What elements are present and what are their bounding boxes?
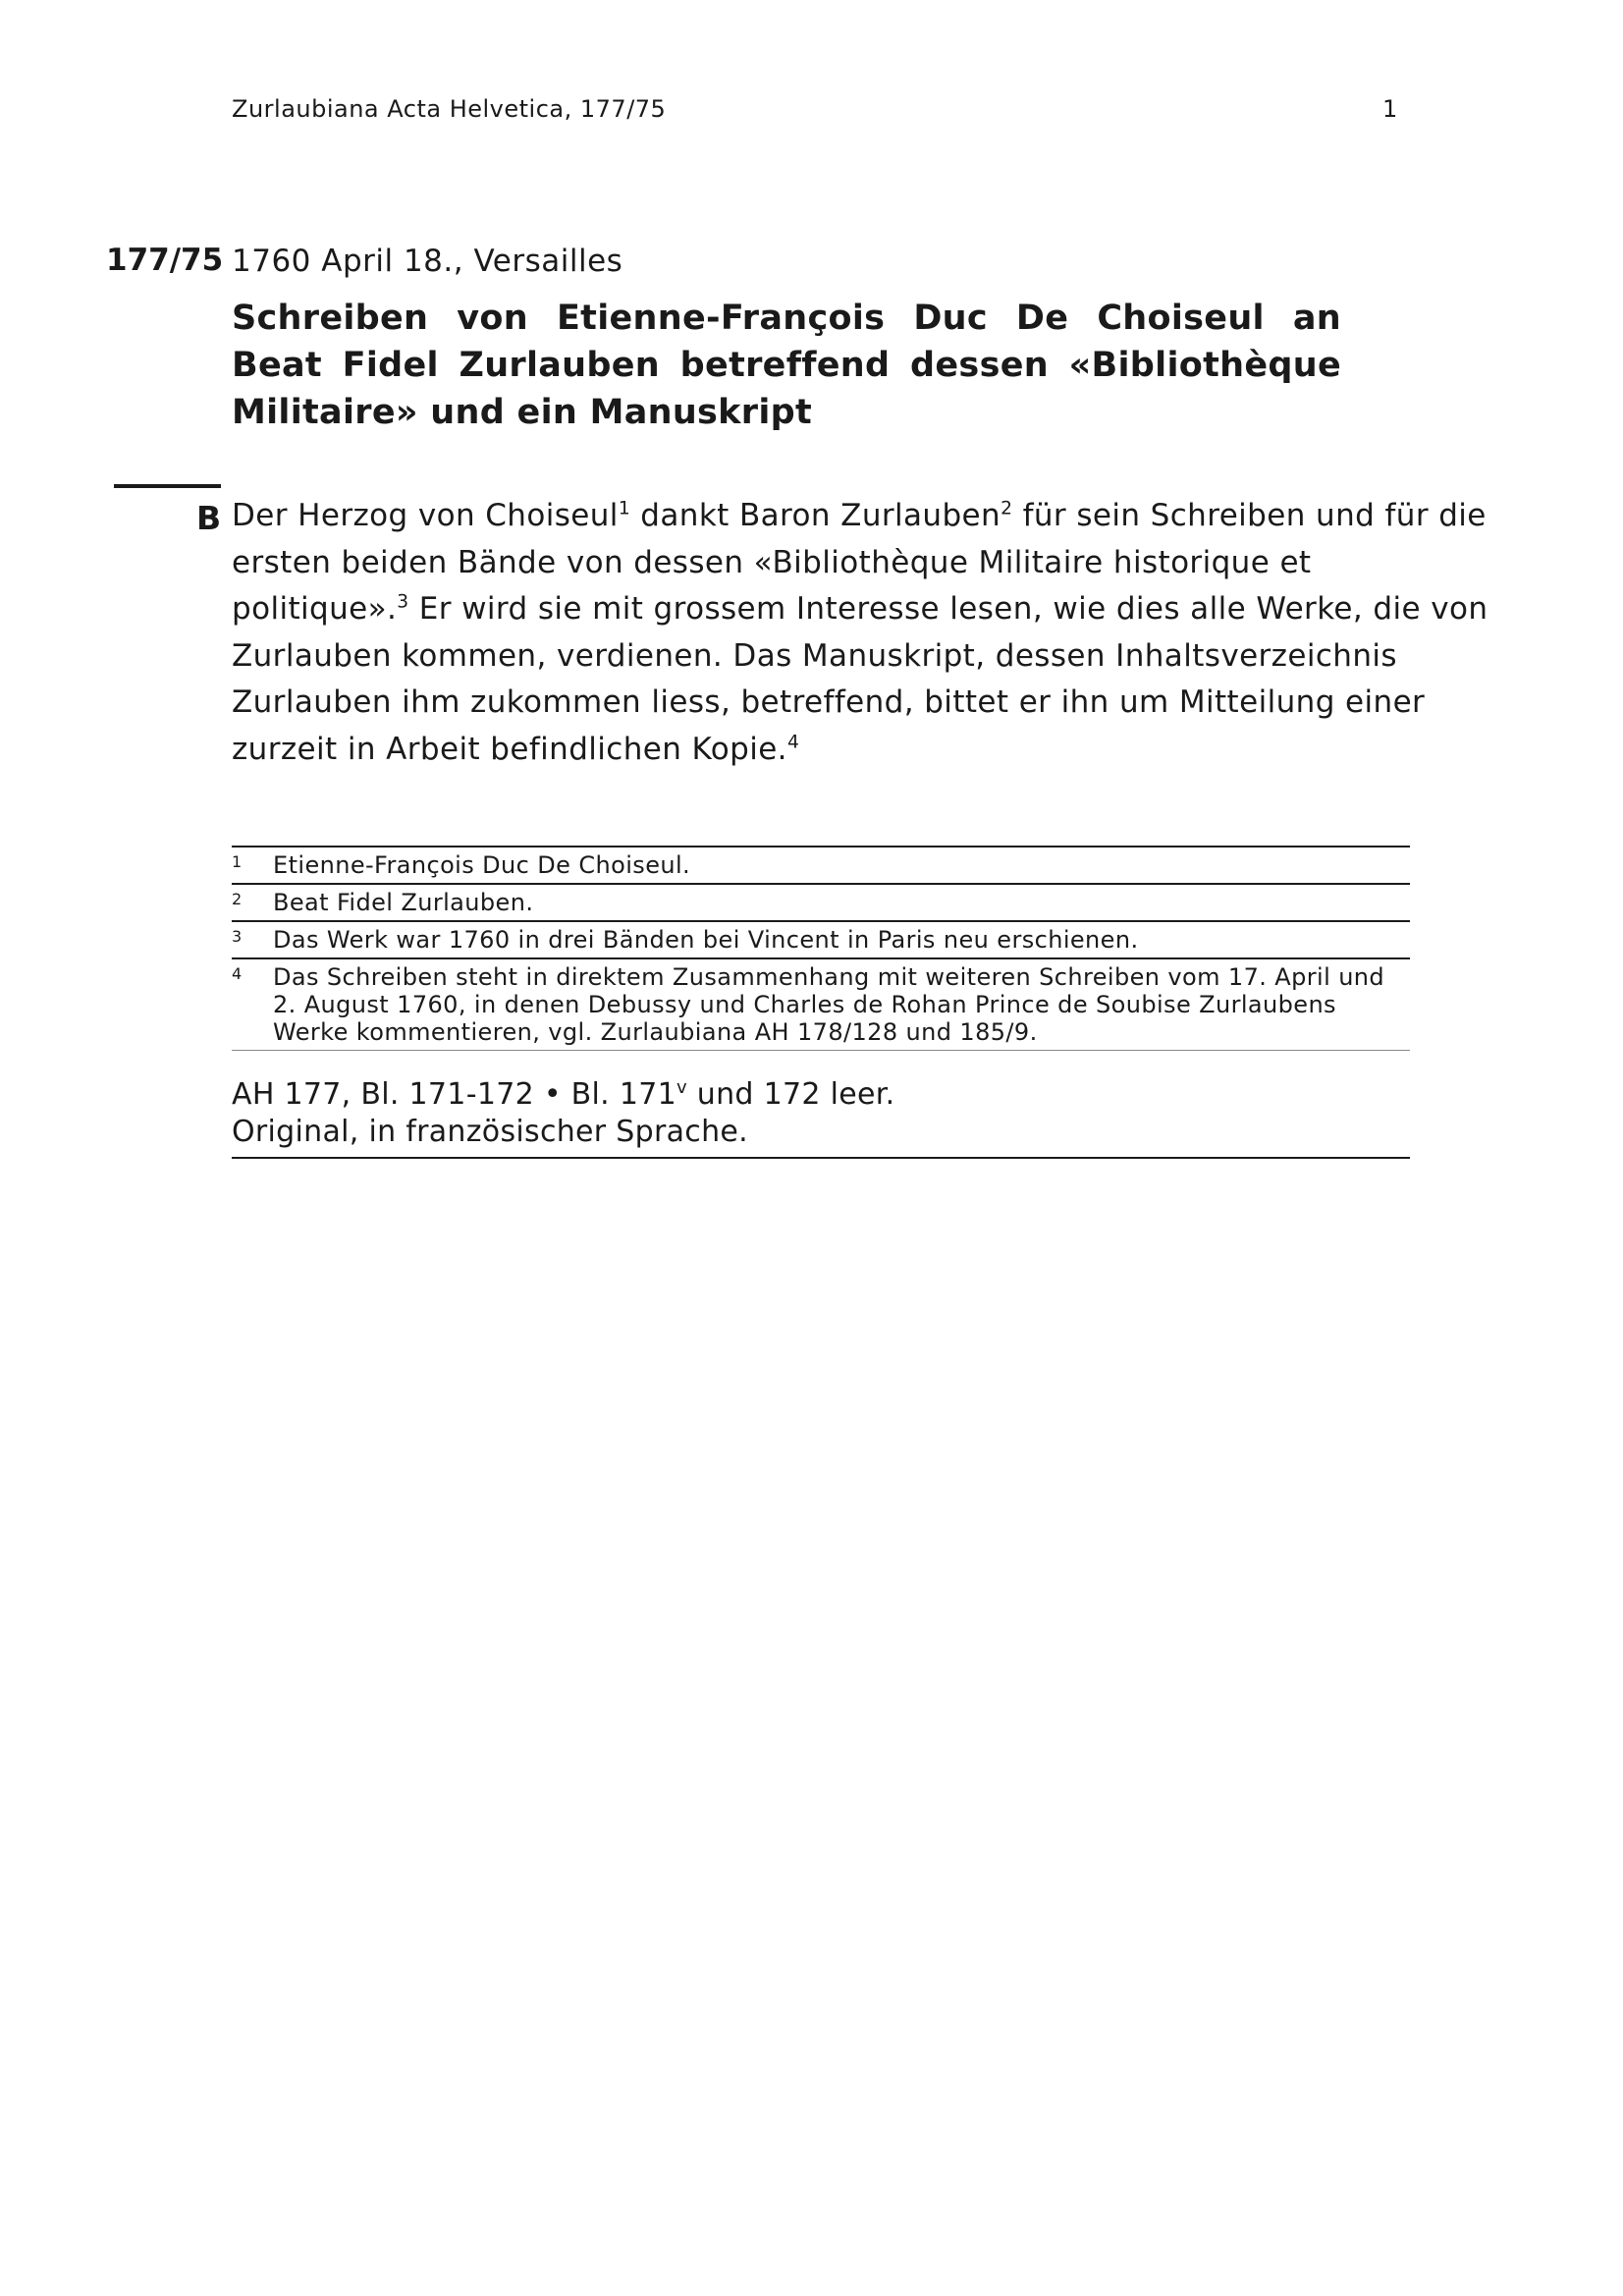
regest-line	[232, 586, 1488, 633]
footnote-reference: v	[676, 1077, 687, 1098]
regest-text	[232, 493, 1488, 773]
running-head: Zurlaubiana Acta Helvetica, 177/75	[232, 95, 667, 123]
footnote-marker: 2	[232, 890, 243, 908]
text-run: Original, in französischer Sprache.	[232, 1115, 748, 1149]
footnote-marker: 3	[232, 927, 243, 946]
document-number: 177/75	[106, 243, 224, 278]
text-run: dankt Baron Zurlauben	[630, 498, 1001, 533]
source-block	[232, 1076, 1410, 1159]
footnote-reference: 3	[397, 591, 409, 613]
footnote-reference: 1	[618, 498, 631, 519]
footnote	[232, 922, 1410, 959]
text-run: ersten beiden Bände von dessen «Bibliothèque Militaire historique et	[232, 544, 1312, 580]
source-line	[232, 1076, 1410, 1114]
footnote-reference: 4	[786, 732, 800, 753]
date-place: 1760 April 18., Versailles	[232, 244, 623, 279]
footnote-marker: 4	[232, 964, 243, 983]
text-run: politique».	[232, 591, 398, 627]
text-run: für sein Schreiben und für die	[1012, 498, 1487, 533]
footnote-reference: 2	[1001, 498, 1013, 519]
source-line	[232, 1114, 1410, 1151]
section-marker: B	[196, 499, 222, 537]
text-run: Zurlauben ihm zukommen liess, betreffend, bittet er ihn um Mitteilung einer	[232, 684, 1426, 720]
regest-line	[232, 680, 1426, 727]
document-title: Schreiben von Etienne-François Duc De Choiseul an Beat Fidel Zurlauben betreffend dessen «Bibliothèque Militaire» und ein Manuskript	[232, 299, 1341, 432]
regest-line	[232, 540, 1410, 587]
text-run: und 172 leer.	[686, 1077, 895, 1112]
text-run: Zurlauben kommen, verdienen. Das Manuskript, dessen Inhaltsverzeichnis	[232, 637, 1397, 674]
footnote-text: Beat Fidel Zurlauben.	[273, 889, 534, 916]
text-run: zurzeit in Arbeit befindlichen Kopie.	[232, 731, 787, 767]
footnote-text: Das Werk war 1760 in drei Bänden bei Vincent in Paris neu erschienen.	[273, 926, 1139, 954]
footnote	[232, 847, 1410, 885]
footnote-marker: 1	[232, 852, 243, 871]
text-run: Der Herzog von Choiseul	[232, 498, 619, 533]
footnote-text: Etienne-François Duc De Choiseul.	[273, 851, 691, 879]
footnotes	[232, 846, 1410, 1051]
text-run: Er wird sie mit grossem Interesse lesen, wie dies alle Werke, die von	[408, 591, 1488, 627]
page-number: 1	[1382, 95, 1398, 123]
footnote	[232, 959, 1410, 1051]
footnote-text: Das Schreiben steht in direktem Zusammenhang mit weiteren Schreiben vom 17. April und 2. August 1760, in denen Debussy und Charles de Rohan Prince de Soubise Zurlaubens Werke kommentieren, vgl. Zurlaubiana AH 178/128 und 185/9.	[273, 963, 1385, 1046]
regest-line	[232, 633, 1410, 681]
footnote	[232, 885, 1410, 922]
text-run: AH 177, Bl. 171-172 • Bl. 171	[232, 1077, 677, 1112]
regest-line	[232, 727, 1410, 774]
regest-line	[232, 493, 1487, 540]
section-rule	[114, 484, 221, 488]
